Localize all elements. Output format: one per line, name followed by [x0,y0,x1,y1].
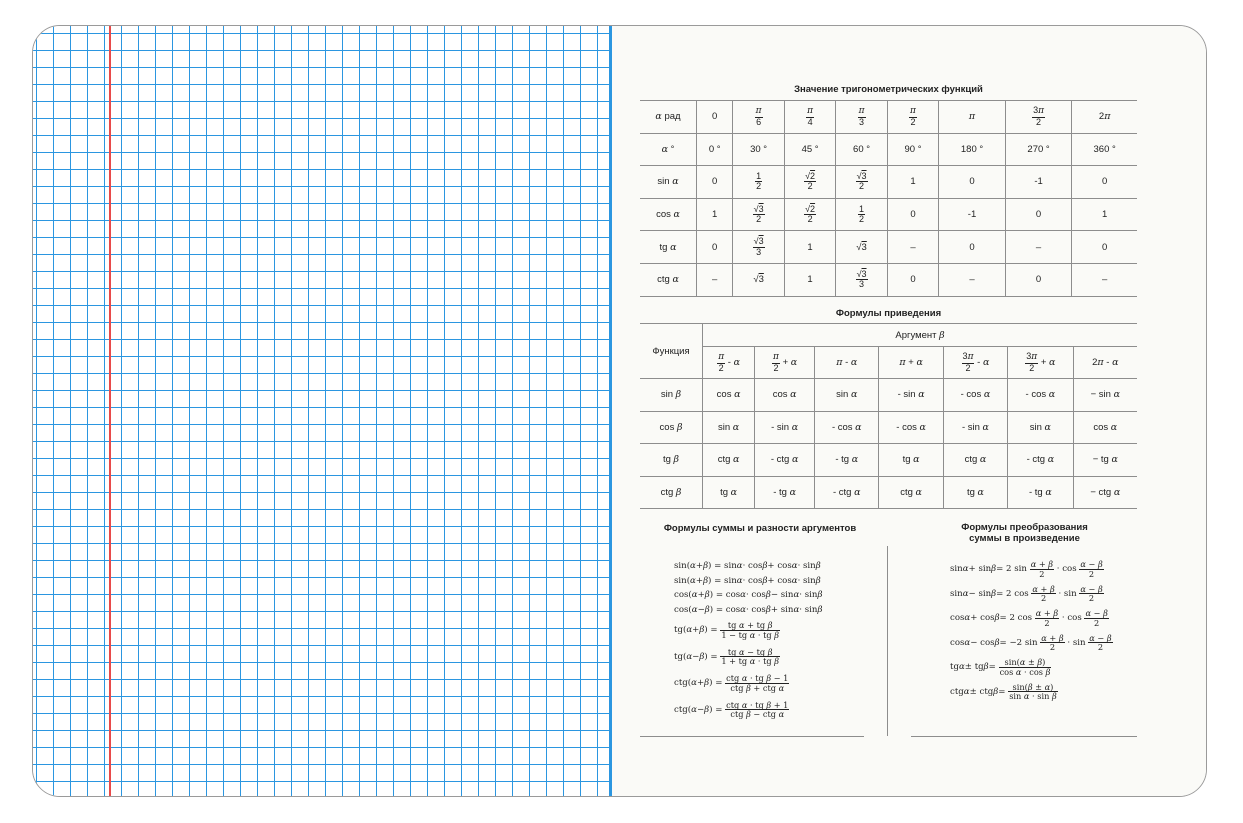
sum-diff-formula: sin( α + β ) = sin α · cos β + cos α · sin β [674,561,821,572]
reduction-title: Формулы приведения [835,308,942,319]
sum-diff-formula: tg( α + β ) = $\frac{\text{tg α + tg β}}{\text{1 − tg α · tg β}}$ [674,620,779,640]
arg-header: Аргумент β [703,324,1138,347]
trig-cell: 0 [887,198,938,231]
reduction-cell: sin α [703,411,755,444]
reduction-cell: tg α [879,444,943,477]
reduction-cell: ctg α [943,444,1007,477]
sum-to-product-formula: tg α ± tg β = $\frac{\sin(\alpha \pm \beta)}{\text{cos α · cos β}}$ [950,657,1051,677]
trig-cell: $\frac{1}{2}$ [733,166,784,199]
trig-row-label: α рад [640,101,697,134]
trig-cell: $\frac{\pi}{2}$ [887,101,938,134]
trig-cell: 2π [1072,101,1137,134]
trig-row-label: ctg α [640,263,697,296]
arg-cell: $\frac{3\pi}{2}$ + α [1008,347,1073,379]
margin-line [109,26,111,796]
trig-cell: 1 [1072,198,1137,231]
sum-diff-formula: tg( α − β ) = $\frac{\text{tg α − tg β}}{\text{1 + tg α · tg β}}$ [674,646,779,667]
trig-cell: 1 [784,231,835,264]
grid-page [33,26,611,796]
sum-to-product-formula: sin α + sin β = 2 sin $\frac{\alpha + \beta}{2}$ · cos $\frac{\alpha - \beta}{2}$ [950,559,1103,579]
trig-cell: – [1072,263,1137,296]
sum-diff-formula: ctg( α − β ) = $\frac{\text{ctg α · tg β + 1}}{\text{ctg β − ctg α}}$ [674,699,789,720]
trig-cell: $\frac{\pi}{3}$ [836,101,887,134]
trig-cell: 0 ° [697,133,733,166]
trig-cell: 0 [697,166,733,199]
reduction-cell: − ctg α [1073,476,1137,509]
sum-to-product-title: Формулы преобразования суммы в произведение [961,522,1088,544]
reduction-cell: - cos α [815,411,879,444]
sum-to-product-formula: cos α + cos β = 2 cos $\frac{\alpha + \beta}{2}$ · cos $\frac{\alpha - \beta}{2}$ [950,608,1108,628]
reduction-cell: − tg α [1073,444,1137,477]
reduction-cell: - ctg α [755,444,815,477]
arg-cell: π - α [815,347,879,379]
trig-cell: – [939,263,1006,296]
trig-cell: – [887,231,938,264]
trig-cell: $\frac{√2}{2}$ [784,198,835,231]
sum-to-product-formulas [950,557,1140,704]
reduction-cell: - sin α [755,411,815,444]
trig-cell: 360 ° [1072,133,1137,166]
bottom-rule-left [640,736,864,737]
reduction-cell: sin α [815,379,879,412]
notebook-spread [32,25,1207,797]
sum-to-product-formula: ctg α ± ctg β = $\frac{\sin(\beta \pm \alpha)}{\text{sin α · sin β}}$ [950,681,1057,702]
reduction-cell: - cos α [879,411,943,444]
trig-cell: -1 [1005,166,1072,199]
trig-cell: $\frac{\pi}{4}$ [784,101,835,134]
trig-cell: 0 [697,101,733,134]
trig-cell: $\frac{\pi}{6}$ [733,101,784,134]
reduction-cell: - ctg α [1008,444,1073,477]
trig-cell: 60 ° [836,133,887,166]
sum-diff-title: Формулы суммы и разности аргументов [663,523,857,534]
trig-cell: – [697,263,733,296]
sum-to-product-formula: sin α − sin β = 2 cos $\frac{\alpha + \beta}{2}$ · sin $\frac{\alpha - \beta}{2}$ [950,583,1103,604]
trig-cell: 1 [697,198,733,231]
trig-cell: 180 ° [939,133,1006,166]
trig-values-title: Значение тригонометрических функций [794,84,983,95]
reduction-cell: sin α [1008,411,1073,444]
trig-cell: 0 [1005,198,1072,231]
bottom-rule-right [911,736,1137,737]
arg-cell: π + α [879,347,943,379]
trig-cell: $\frac{√3}{2}$ [836,166,887,199]
reduction-table [640,323,1137,509]
arg-cell: $\frac{3\pi}{2}$ - α [943,347,1007,379]
trig-row-label: α ° [640,133,697,166]
trig-cell: 0 [1072,166,1137,199]
reduction-cell: ctg α [879,476,943,509]
trig-cell: √3 [733,263,784,296]
reduction-cell: - cos α [943,379,1007,412]
reduction-cell: - tg α [815,444,879,477]
trig-cell: 30 ° [733,133,784,166]
trig-cell: 270 ° [1005,133,1072,166]
trig-cell: -1 [939,198,1006,231]
reference-page [612,26,1206,796]
reduction-row-label: sin β [640,379,703,412]
reduction-cell: cos α [755,379,815,412]
reduction-cell: - tg α [1008,476,1073,509]
trig-cell: $\frac{√3}{3}$ [733,231,784,264]
trig-cell: 0 [1005,263,1072,296]
sum-diff-formula: cos( α + β ) = cos α · cos β − sin α · sin β [674,590,823,601]
trig-cell: 0 [697,231,733,264]
trig-cell: π [939,101,1006,134]
sum-diff-formula: cos( α − β ) = cos α · cos β + sin α · sin β [674,604,823,615]
trig-cell: 90 ° [887,133,938,166]
trig-cell: 0 [887,263,938,296]
reduction-cell: - sin α [879,379,943,412]
reduction-cell: tg α [943,476,1007,509]
trig-cell: – [1005,231,1072,264]
arg-cell: $\frac{\pi}{2}$ - α [703,347,755,379]
trig-values-table [640,100,1137,297]
reduction-cell: - sin α [943,411,1007,444]
trig-cell: 1 [887,166,938,199]
arg-cell: 2π - α [1073,347,1137,379]
reduction-cell: ctg α [703,444,755,477]
trig-cell: 0 [1072,231,1137,264]
reduction-cell: - tg α [755,476,815,509]
column-divider [887,546,888,736]
reduction-cell: − sin α [1073,379,1137,412]
sum-diff-formulas [674,559,874,723]
trig-row-label: sin α [640,166,697,199]
trig-row-label: tg α [640,231,697,264]
reduction-row-label: ctg β [640,476,703,509]
trig-cell: 45 ° [784,133,835,166]
reduction-cell: - ctg α [815,476,879,509]
reduction-row-label: tg β [640,444,703,477]
reduction-cell: cos α [703,379,755,412]
reduction-cell: cos α [1073,411,1137,444]
trig-cell: √3 [836,231,887,264]
sum-to-product-formula: cos α − cos β = −2 sin $\frac{\alpha + \beta}{2}$ · sin $\frac{\alpha - \beta}{2}$ [950,632,1112,653]
trig-cell: $\frac{√3}{2}$ [733,198,784,231]
func-header: Функция [640,324,703,379]
trig-cell: $\frac{√3}{3}$ [836,263,887,296]
trig-cell: $\frac{√2}{2}$ [784,166,835,199]
trig-row-label: cos α [640,198,697,231]
reduction-cell: - cos α [1008,379,1073,412]
trig-cell: 1 [784,263,835,296]
trig-cell: 0 [939,166,1006,199]
arg-cell: $\frac{\pi}{2}$ + α [755,347,815,379]
sum-diff-formula: ctg( α + β ) = $\frac{\text{ctg α · tg β − 1}}{\text{ctg β + ctg α}}$ [674,673,789,693]
trig-cell: $\frac{3\pi}{2}$ [1005,101,1072,134]
reduction-cell: tg α [703,476,755,509]
sum-diff-formula: sin( α + β ) = sin α · cos β + cos α · sin β [674,575,821,586]
reduction-row-label: cos β [640,411,703,444]
trig-cell: $\frac{1}{2}$ [836,198,887,231]
trig-cell: 0 [939,231,1006,264]
